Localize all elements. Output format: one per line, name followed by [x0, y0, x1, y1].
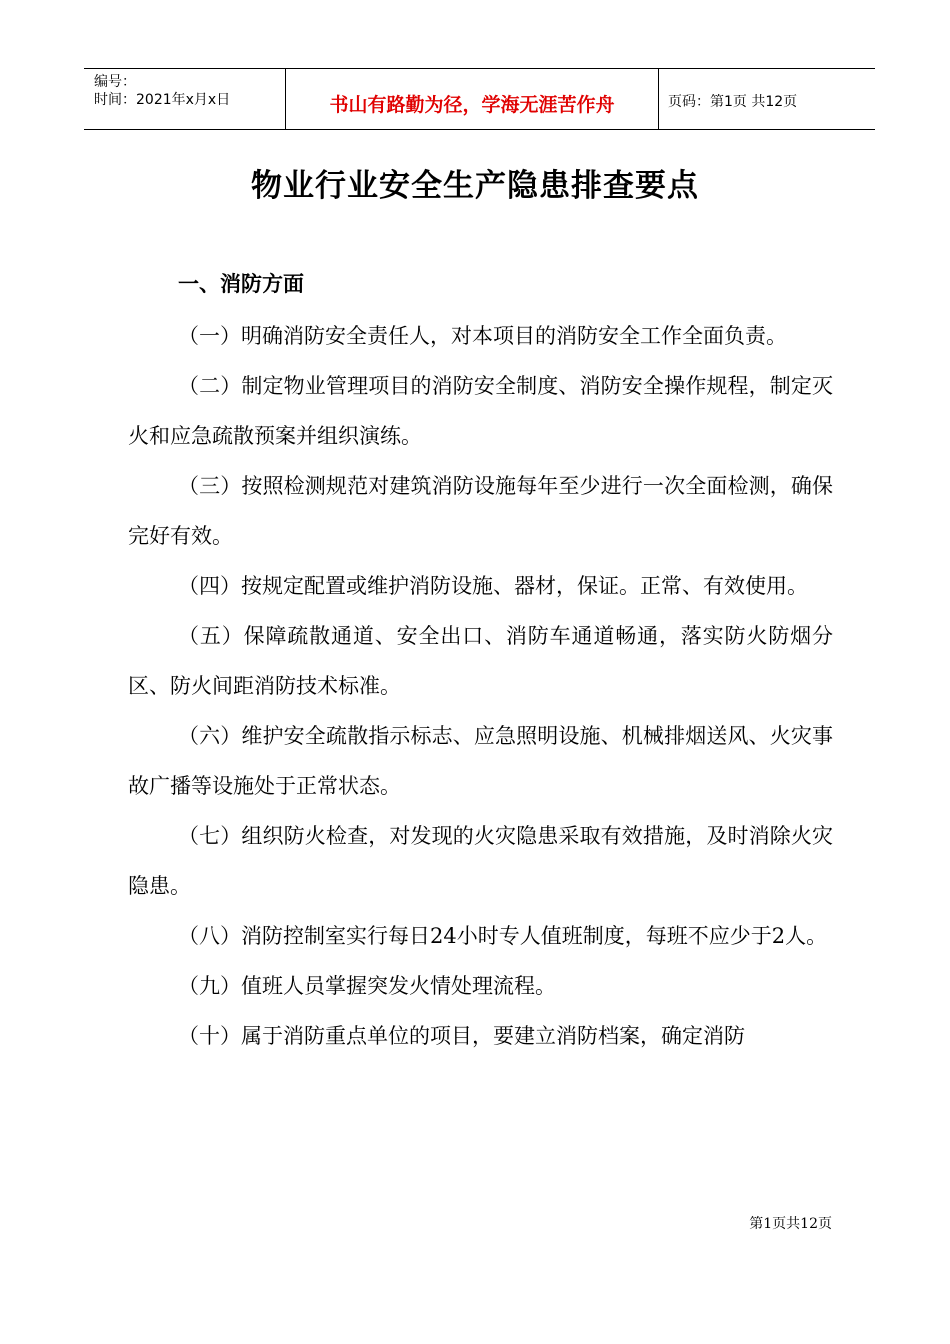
header-info-cell: [84, 69, 285, 129]
document-body: [128, 311, 833, 1061]
paragraph-7: （七）组织防火检查，对发现的火灾隐患采取有效措施，及时消除火灾隐患。: [128, 824, 833, 898]
document-time-label: 时间：2021年x月x日: [94, 92, 231, 108]
document-number-label: 编号：: [94, 74, 136, 90]
section-heading: 一、消防方面: [178, 272, 304, 296]
paragraph-2: （二）制定物业管理项目的消防安全制度、消防安全操作规程，制定灭火和应急疏散预案并组织演练。: [128, 374, 833, 448]
paragraph-1: （一）明确消防安全责任人，对本项目的消防安全工作全面负责。: [178, 324, 787, 348]
paragraph-5: （五）保障疏散通道、安全出口、消防车通道畅通，落实防火防烟分区、防火间距消防技术标准。: [128, 624, 833, 698]
footer-page-indicator: 第1页共12页: [749, 1216, 832, 1232]
header-motto: 书山有路勤为径，学海无涯苦作舟: [285, 69, 659, 129]
header-table: [84, 68, 875, 130]
document-title: 物业行业安全生产隐患排查要点: [251, 168, 699, 204]
paragraph-9: （九）值班人员掌握突发火情处理流程。: [178, 974, 556, 998]
paragraph-8: （八）消防控制室实行每日24小时专人值班制度，每班不应少于2人。: [178, 924, 828, 948]
header-page-number: 页码：第1页 共12页: [668, 94, 798, 110]
paragraph-4: （四）按规定配置或维护消防设施、器材，保证。正常、有效使用。: [178, 574, 808, 598]
paragraph-3: （三）按照检测规范对建筑消防设施每年至少进行一次全面检测，确保完好有效。: [128, 474, 833, 548]
paragraph-10: （十）属于消防重点单位的项目，要建立消防档案，确定消防: [178, 1024, 745, 1048]
paragraph-6: （六）维护安全疏散指示标志、应急照明设施、机械排烟送风、火灾事故广播等设施处于正常状态。: [128, 724, 833, 798]
